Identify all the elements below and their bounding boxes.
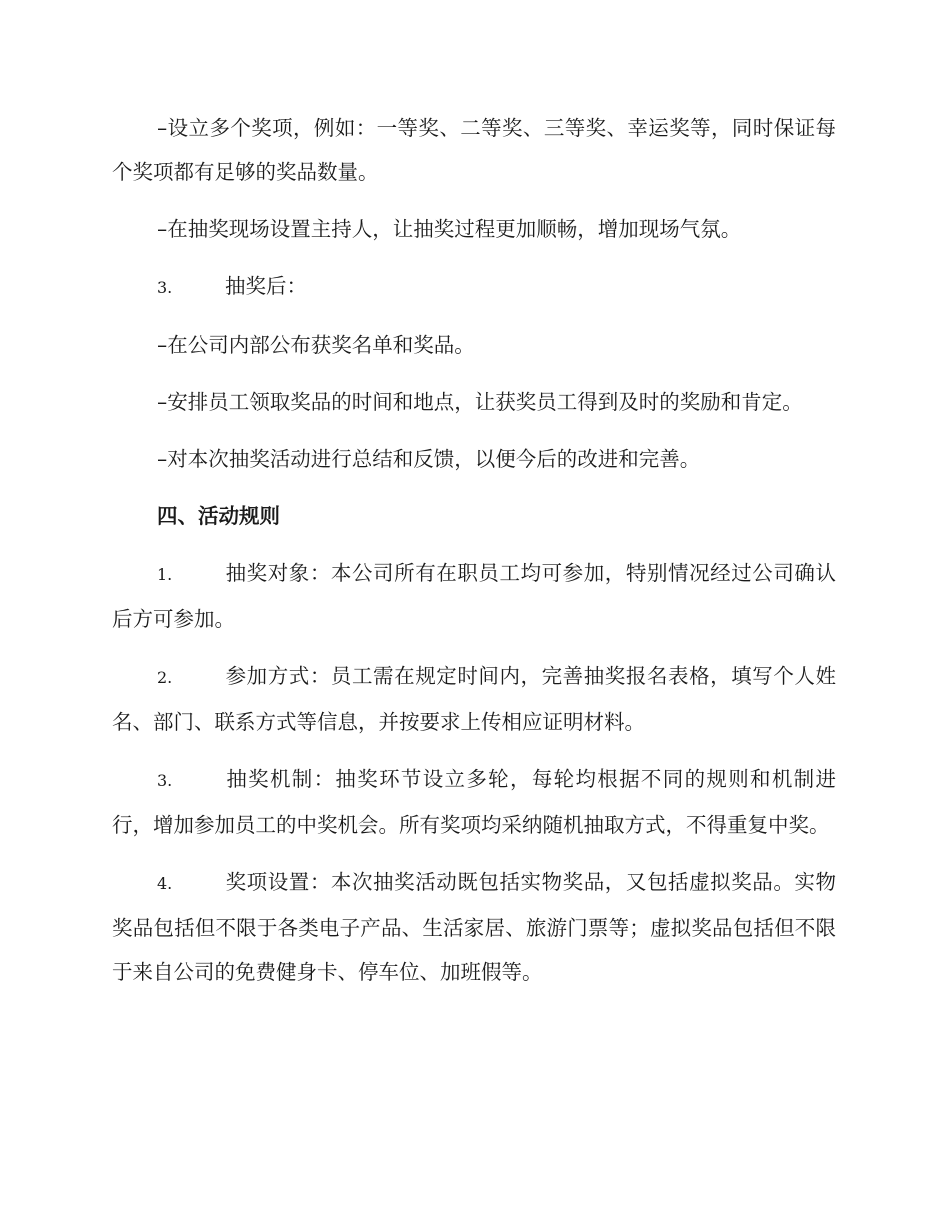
list-number: 4. xyxy=(157,874,173,893)
list-number: 1. xyxy=(157,565,173,584)
paragraph-bullet: –安排员工领取奖品的时间和地点，让获奖员工得到及时的奖励和肯定。 xyxy=(157,390,803,414)
paragraph-numbered xyxy=(112,860,836,994)
list-text: 奖项设置：本次抽奖活动既包括实物奖品，又包括虚拟奖品。实物奖品包括但不限于各类电子产品、生活家居、旅游门票等；虚拟奖品包括但不限于来自公司的免费健身卡、停车位、加班假等。 xyxy=(112,870,836,984)
paragraph-bullet: –对本次抽奖活动进行总结和反馈，以便今后的改进和完善。 xyxy=(157,447,701,471)
list-number: 2. xyxy=(157,668,173,687)
paragraph-numbered xyxy=(112,757,836,847)
document-page xyxy=(112,106,836,1007)
list-number: 3. xyxy=(157,278,173,297)
paragraph-numbered xyxy=(112,551,836,641)
list-text: 抽奖对象：本公司所有在职员工均可参加，特别情况经过公司确认后方可参加。 xyxy=(112,561,836,631)
list-text: 抽奖机制：抽奖环节设立多轮，每轮均根据不同的规则和机制进行，增加参加员工的中奖机会。所有奖项均采纳随机抽取方式，不得重复中奖。 xyxy=(112,767,836,837)
list-text: 抽奖后： xyxy=(225,274,307,298)
list-text: 参加方式：员工需在规定时间内，完善抽奖报名表格，填写个人姓名、部门、联系方式等信息，并按要求上传相应证明材料。 xyxy=(112,664,836,734)
list-number: 3. xyxy=(157,771,173,790)
paragraph-bullet: –在抽奖现场设置主持人，让抽奖过程更加顺畅，增加现场气氛。 xyxy=(157,217,742,241)
paragraph-numbered xyxy=(112,264,836,310)
paragraph-bullet: –设立多个奖项，例如：一等奖、二等奖、三等奖、幸运奖等，同时保证每个奖项都有足够的奖品数量。 xyxy=(112,116,836,184)
paragraph-numbered xyxy=(112,654,836,744)
paragraph-bullet: –在公司内部公布获奖名单和奖品。 xyxy=(157,333,475,357)
section-heading: 四、活动规则 xyxy=(157,504,280,528)
